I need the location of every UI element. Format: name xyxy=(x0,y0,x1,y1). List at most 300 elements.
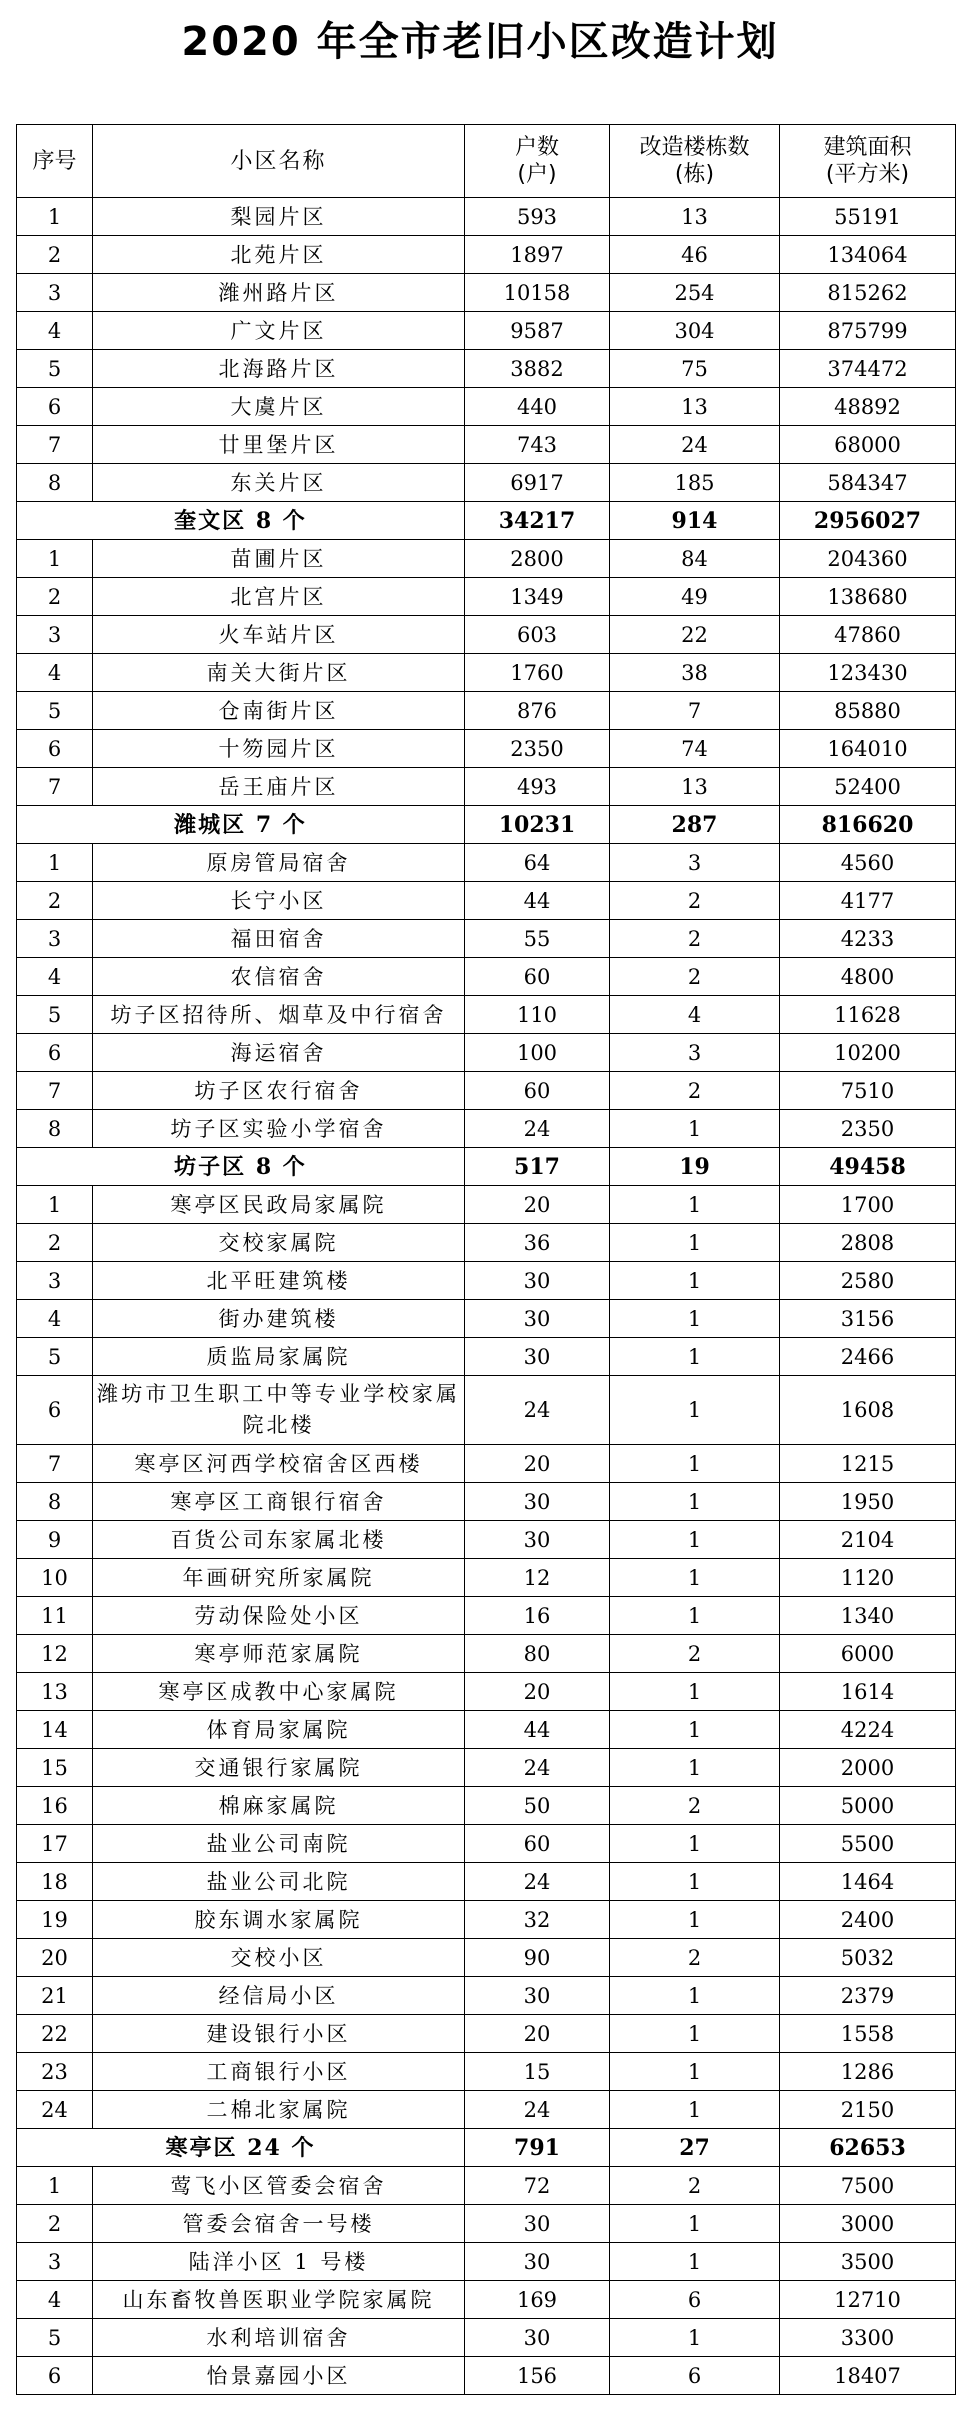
households-cell: 20 xyxy=(465,1445,610,1483)
community-name-cell: 陆洋小区 1 号楼 xyxy=(93,2243,465,2281)
households-cell: 60 xyxy=(465,1825,610,1863)
table-row xyxy=(17,312,956,350)
floor-area-cell: 2808 xyxy=(780,1224,956,1262)
floor-area-cell: 1558 xyxy=(780,2015,956,2053)
buildings-cell: 6 xyxy=(610,2281,780,2319)
community-name-cell: 北宫片区 xyxy=(93,578,465,616)
table-row xyxy=(17,1749,956,1787)
buildings-cell: 6 xyxy=(610,2357,780,2395)
row-number-cell: 5 xyxy=(17,2319,93,2357)
table-row xyxy=(17,1863,956,1901)
community-name-cell: 交通银行家属院 xyxy=(93,1749,465,1787)
floor-area-cell: 7500 xyxy=(780,2167,956,2205)
row-number-cell: 2 xyxy=(17,882,93,920)
community-name-cell: 盐业公司南院 xyxy=(93,1825,465,1863)
row-number-cell: 6 xyxy=(17,1034,93,1072)
households-cell: 1897 xyxy=(465,236,610,274)
buildings-cell: 2 xyxy=(610,1787,780,1825)
community-name-cell: 寒亭区工商银行宿舍 xyxy=(93,1483,465,1521)
floor-area-cell: 4233 xyxy=(780,920,956,958)
floor-area-cell: 815262 xyxy=(780,274,956,312)
table-row xyxy=(17,1110,956,1148)
table-row xyxy=(17,274,956,312)
households-cell: 30 xyxy=(465,1483,610,1521)
community-name-cell: 福田宿舍 xyxy=(93,920,465,958)
table-row xyxy=(17,1521,956,1559)
buildings-cell: 2 xyxy=(610,1072,780,1110)
col-header-buildings xyxy=(610,125,780,198)
floor-area-cell: 1340 xyxy=(780,1597,956,1635)
renovation-plan-table xyxy=(16,124,956,2395)
row-number-cell: 6 xyxy=(17,1376,93,1445)
community-name-cell: 北苑片区 xyxy=(93,236,465,274)
buildings-cell: 2 xyxy=(610,1635,780,1673)
community-name-cell: 海运宿舍 xyxy=(93,1034,465,1072)
table-row xyxy=(17,388,956,426)
floor-area-cell: 2466 xyxy=(780,1338,956,1376)
floor-area-cell: 204360 xyxy=(780,540,956,578)
community-name-cell: 工商银行小区 xyxy=(93,2053,465,2091)
floor-area-cell: 12710 xyxy=(780,2281,956,2319)
floor-area-cell: 4560 xyxy=(780,844,956,882)
floor-area-cell: 1700 xyxy=(780,1186,956,1224)
district-subtotal-label: 潍城区 7 个 xyxy=(17,806,465,844)
table-row xyxy=(17,1787,956,1825)
subtotal-buildings-cell: 19 xyxy=(610,1148,780,1186)
households-cell: 24 xyxy=(465,1749,610,1787)
households-cell: 24 xyxy=(465,1863,610,1901)
table-row xyxy=(17,920,956,958)
buildings-cell: 1 xyxy=(610,1338,780,1376)
buildings-cell: 1 xyxy=(610,1262,780,1300)
floor-area-cell: 10200 xyxy=(780,1034,956,1072)
community-name-cell: 潍坊市卫生职工中等专业学校家属院北楼 xyxy=(93,1376,465,1445)
header-line: 小区名称 xyxy=(230,148,327,174)
buildings-cell: 1 xyxy=(610,1749,780,1787)
row-number-cell: 15 xyxy=(17,1749,93,1787)
table-row xyxy=(17,350,956,388)
households-cell: 2350 xyxy=(465,730,610,768)
community-name-cell: 北海路片区 xyxy=(93,350,465,388)
subtotal-buildings-cell: 914 xyxy=(610,502,780,540)
table-body xyxy=(17,198,956,2395)
subtotal-households-cell: 791 xyxy=(465,2129,610,2167)
row-number-cell: 1 xyxy=(17,1186,93,1224)
community-name-cell: 坊子区农行宿舍 xyxy=(93,1072,465,1110)
floor-area-cell: 3000 xyxy=(780,2205,956,2243)
community-name-cell: 管委会宿舍一号楼 xyxy=(93,2205,465,2243)
households-cell: 156 xyxy=(465,2357,610,2395)
buildings-cell: 1 xyxy=(610,2015,780,2053)
buildings-cell: 1 xyxy=(610,2053,780,2091)
buildings-cell: 2 xyxy=(610,2167,780,2205)
subtotal-area-cell: 2956027 xyxy=(780,502,956,540)
households-cell: 493 xyxy=(465,768,610,806)
table-row xyxy=(17,540,956,578)
row-number-cell: 20 xyxy=(17,1939,93,1977)
subtotal-area-cell: 816620 xyxy=(780,806,956,844)
row-number-cell: 23 xyxy=(17,2053,93,2091)
community-name-cell: 坊子区招待所、烟草及中行宿舍 xyxy=(93,996,465,1034)
table-row xyxy=(17,2357,956,2395)
floor-area-cell: 11628 xyxy=(780,996,956,1034)
floor-area-cell: 4224 xyxy=(780,1711,956,1749)
households-cell: 743 xyxy=(465,426,610,464)
floor-area-cell: 134064 xyxy=(780,236,956,274)
community-name-cell: 北平旺建筑楼 xyxy=(93,1262,465,1300)
buildings-cell: 304 xyxy=(610,312,780,350)
households-cell: 44 xyxy=(465,1711,610,1749)
table-row xyxy=(17,236,956,274)
header-line: 改造楼栋数 xyxy=(639,135,750,160)
floor-area-cell: 1614 xyxy=(780,1673,956,1711)
row-number-cell: 16 xyxy=(17,1787,93,1825)
community-name-cell: 盐业公司北院 xyxy=(93,1863,465,1901)
header-unit: (栋) xyxy=(674,162,715,187)
table-row xyxy=(17,882,956,920)
table-row xyxy=(17,1376,956,1445)
row-number-cell: 11 xyxy=(17,1597,93,1635)
households-cell: 30 xyxy=(465,1338,610,1376)
row-number-cell: 3 xyxy=(17,274,93,312)
buildings-cell: 2 xyxy=(610,920,780,958)
table-row xyxy=(17,1300,956,1338)
households-cell: 169 xyxy=(465,2281,610,2319)
table-row xyxy=(17,1034,956,1072)
table-row xyxy=(17,2167,956,2205)
buildings-cell: 75 xyxy=(610,350,780,388)
floor-area-cell: 4177 xyxy=(780,882,956,920)
community-name-cell: 火车站片区 xyxy=(93,616,465,654)
subtotal-row xyxy=(17,806,956,844)
community-name-cell: 仓南街片区 xyxy=(93,692,465,730)
row-number-cell: 14 xyxy=(17,1711,93,1749)
households-cell: 10158 xyxy=(465,274,610,312)
households-cell: 55 xyxy=(465,920,610,958)
buildings-cell: 3 xyxy=(610,844,780,882)
row-number-cell: 2 xyxy=(17,578,93,616)
households-cell: 24 xyxy=(465,1110,610,1148)
col-header-number xyxy=(17,125,93,198)
table-row xyxy=(17,1673,956,1711)
row-number-cell: 1 xyxy=(17,844,93,882)
row-number-cell: 3 xyxy=(17,2243,93,2281)
buildings-cell: 1 xyxy=(610,1300,780,1338)
floor-area-cell: 3500 xyxy=(780,2243,956,2281)
row-number-cell: 1 xyxy=(17,540,93,578)
table-row xyxy=(17,2319,956,2357)
households-cell: 44 xyxy=(465,882,610,920)
households-cell: 6917 xyxy=(465,464,610,502)
community-name-cell: 寒亭师范家属院 xyxy=(93,1635,465,1673)
table-row xyxy=(17,2281,956,2319)
row-number-cell: 2 xyxy=(17,236,93,274)
table-row xyxy=(17,1825,956,1863)
buildings-cell: 1 xyxy=(610,1376,780,1445)
table-row xyxy=(17,1072,956,1110)
households-cell: 110 xyxy=(465,996,610,1034)
table-row xyxy=(17,1445,956,1483)
community-name-cell: 坊子区实验小学宿舍 xyxy=(93,1110,465,1148)
floor-area-cell: 164010 xyxy=(780,730,956,768)
floor-area-cell: 138680 xyxy=(780,578,956,616)
buildings-cell: 13 xyxy=(610,768,780,806)
district-subtotal-label: 寒亭区 24 个 xyxy=(17,2129,465,2167)
floor-area-cell: 3300 xyxy=(780,2319,956,2357)
table-header xyxy=(17,125,956,198)
table-row xyxy=(17,1559,956,1597)
row-number-cell: 7 xyxy=(17,426,93,464)
floor-area-cell: 7510 xyxy=(780,1072,956,1110)
row-number-cell: 3 xyxy=(17,1262,93,1300)
floor-area-cell: 68000 xyxy=(780,426,956,464)
row-number-cell: 18 xyxy=(17,1863,93,1901)
row-number-cell: 5 xyxy=(17,350,93,388)
row-number-cell: 7 xyxy=(17,1445,93,1483)
buildings-cell: 46 xyxy=(610,236,780,274)
households-cell: 80 xyxy=(465,1635,610,1673)
table-row xyxy=(17,1262,956,1300)
buildings-cell: 185 xyxy=(610,464,780,502)
row-number-cell: 7 xyxy=(17,1072,93,1110)
community-name-cell: 怡景嘉园小区 xyxy=(93,2357,465,2395)
community-name-cell: 胶东调水家属院 xyxy=(93,1901,465,1939)
col-header-area xyxy=(780,125,956,198)
buildings-cell: 1 xyxy=(610,2091,780,2129)
households-cell: 16 xyxy=(465,1597,610,1635)
header-row xyxy=(17,125,956,198)
community-name-cell: 建设银行小区 xyxy=(93,2015,465,2053)
subtotal-buildings-cell: 27 xyxy=(610,2129,780,2167)
households-cell: 30 xyxy=(465,1977,610,2015)
buildings-cell: 1 xyxy=(610,1977,780,2015)
row-number-cell: 12 xyxy=(17,1635,93,1673)
floor-area-cell: 2150 xyxy=(780,2091,956,2129)
subtotal-households-cell: 10231 xyxy=(465,806,610,844)
subtotal-households-cell: 517 xyxy=(465,1148,610,1186)
community-name-cell: 街办建筑楼 xyxy=(93,1300,465,1338)
households-cell: 15 xyxy=(465,2053,610,2091)
col-header-households xyxy=(465,125,610,198)
subtotal-row xyxy=(17,2129,956,2167)
community-name-cell: 廿里堡片区 xyxy=(93,426,465,464)
community-name-cell: 劳动保险处小区 xyxy=(93,1597,465,1635)
households-cell: 60 xyxy=(465,1072,610,1110)
header-line: 序号 xyxy=(32,148,77,174)
households-cell: 30 xyxy=(465,1262,610,1300)
community-name-cell: 体育局家属院 xyxy=(93,1711,465,1749)
table-row xyxy=(17,616,956,654)
community-name-cell: 东关片区 xyxy=(93,464,465,502)
table-row xyxy=(17,1711,956,1749)
households-cell: 1760 xyxy=(465,654,610,692)
community-name-cell: 寒亭区民政局家属院 xyxy=(93,1186,465,1224)
row-number-cell: 21 xyxy=(17,1977,93,2015)
buildings-cell: 84 xyxy=(610,540,780,578)
community-name-cell: 水利培训宿舍 xyxy=(93,2319,465,2357)
floor-area-cell: 2580 xyxy=(780,1262,956,1300)
households-cell: 603 xyxy=(465,616,610,654)
community-name-cell: 质监局家属院 xyxy=(93,1338,465,1376)
floor-area-cell: 1464 xyxy=(780,1863,956,1901)
buildings-cell: 1 xyxy=(610,2319,780,2357)
buildings-cell: 1 xyxy=(610,1597,780,1635)
subtotal-row xyxy=(17,502,956,540)
floor-area-cell: 2104 xyxy=(780,1521,956,1559)
subtotal-area-cell: 49458 xyxy=(780,1148,956,1186)
table-row xyxy=(17,1338,956,1376)
row-number-cell: 3 xyxy=(17,616,93,654)
buildings-cell: 1 xyxy=(610,1445,780,1483)
community-name-cell: 苗圃片区 xyxy=(93,540,465,578)
table-row xyxy=(17,1483,956,1521)
households-cell: 20 xyxy=(465,1673,610,1711)
community-name-cell: 农信宿舍 xyxy=(93,958,465,996)
community-name-cell: 莺飞小区管委会宿舍 xyxy=(93,2167,465,2205)
floor-area-cell: 2350 xyxy=(780,1110,956,1148)
community-name-cell: 二棉北家属院 xyxy=(93,2091,465,2129)
households-cell: 72 xyxy=(465,2167,610,2205)
community-name-cell: 山东畜牧兽医职业学院家属院 xyxy=(93,2281,465,2319)
table-row xyxy=(17,464,956,502)
community-name-cell: 潍州路片区 xyxy=(93,274,465,312)
buildings-cell: 254 xyxy=(610,274,780,312)
households-cell: 100 xyxy=(465,1034,610,1072)
community-name-cell: 广文片区 xyxy=(93,312,465,350)
households-cell: 32 xyxy=(465,1901,610,1939)
table-row xyxy=(17,730,956,768)
buildings-cell: 49 xyxy=(610,578,780,616)
households-cell: 30 xyxy=(465,1521,610,1559)
table-row xyxy=(17,1901,956,1939)
floor-area-cell: 47860 xyxy=(780,616,956,654)
community-name-cell: 棉麻家属院 xyxy=(93,1787,465,1825)
community-name-cell: 长宁小区 xyxy=(93,882,465,920)
table-row xyxy=(17,1597,956,1635)
district-subtotal-label: 奎文区 8 个 xyxy=(17,502,465,540)
buildings-cell: 2 xyxy=(610,882,780,920)
table-row xyxy=(17,2091,956,2129)
row-number-cell: 4 xyxy=(17,654,93,692)
row-number-cell: 17 xyxy=(17,1825,93,1863)
community-name-cell: 经信局小区 xyxy=(93,1977,465,2015)
households-cell: 3882 xyxy=(465,350,610,388)
table-row xyxy=(17,1635,956,1673)
buildings-cell: 13 xyxy=(610,198,780,236)
buildings-cell: 1 xyxy=(610,1521,780,1559)
row-number-cell: 24 xyxy=(17,2091,93,2129)
row-number-cell: 6 xyxy=(17,730,93,768)
row-number-cell: 13 xyxy=(17,1673,93,1711)
table-row xyxy=(17,1939,956,1977)
households-cell: 30 xyxy=(465,2243,610,2281)
row-number-cell: 19 xyxy=(17,1901,93,1939)
subtotal-households-cell: 34217 xyxy=(465,502,610,540)
row-number-cell: 4 xyxy=(17,1300,93,1338)
households-cell: 50 xyxy=(465,1787,610,1825)
header-unit: (平方米) xyxy=(825,162,910,187)
community-name-cell: 大虞片区 xyxy=(93,388,465,426)
row-number-cell: 6 xyxy=(17,2357,93,2395)
subtotal-buildings-cell: 287 xyxy=(610,806,780,844)
buildings-cell: 1 xyxy=(610,1863,780,1901)
households-cell: 20 xyxy=(465,1186,610,1224)
row-number-cell: 5 xyxy=(17,1338,93,1376)
buildings-cell: 22 xyxy=(610,616,780,654)
buildings-cell: 1 xyxy=(610,1483,780,1521)
floor-area-cell: 5000 xyxy=(780,1787,956,1825)
floor-area-cell: 584347 xyxy=(780,464,956,502)
row-number-cell: 8 xyxy=(17,1483,93,1521)
floor-area-cell: 6000 xyxy=(780,1635,956,1673)
row-number-cell: 6 xyxy=(17,388,93,426)
households-cell: 440 xyxy=(465,388,610,426)
community-name-cell: 十笏园片区 xyxy=(93,730,465,768)
households-cell: 24 xyxy=(465,1376,610,1445)
col-header-name xyxy=(93,125,465,198)
table-row xyxy=(17,2053,956,2091)
row-number-cell: 1 xyxy=(17,198,93,236)
households-cell: 36 xyxy=(465,1224,610,1262)
community-name-cell: 年画研究所家属院 xyxy=(93,1559,465,1597)
community-name-cell: 交校家属院 xyxy=(93,1224,465,1262)
table-row xyxy=(17,2243,956,2281)
households-cell: 30 xyxy=(465,2319,610,2357)
row-number-cell: 1 xyxy=(17,2167,93,2205)
floor-area-cell: 123430 xyxy=(780,654,956,692)
row-number-cell: 4 xyxy=(17,312,93,350)
floor-area-cell: 5500 xyxy=(780,1825,956,1863)
community-name-cell: 原房管局宿舍 xyxy=(93,844,465,882)
floor-area-cell: 18407 xyxy=(780,2357,956,2395)
floor-area-cell: 3156 xyxy=(780,1300,956,1338)
floor-area-cell: 2400 xyxy=(780,1901,956,1939)
households-cell: 20 xyxy=(465,2015,610,2053)
floor-area-cell: 374472 xyxy=(780,350,956,388)
buildings-cell: 1 xyxy=(610,1673,780,1711)
households-cell: 1349 xyxy=(465,578,610,616)
buildings-cell: 2 xyxy=(610,1939,780,1977)
page-title: 2020 年全市老旧小区改造计划 xyxy=(181,19,779,65)
row-number-cell: 10 xyxy=(17,1559,93,1597)
households-cell: 593 xyxy=(465,198,610,236)
floor-area-cell: 48892 xyxy=(780,388,956,426)
buildings-cell: 1 xyxy=(610,1224,780,1262)
table-row xyxy=(17,2015,956,2053)
row-number-cell: 8 xyxy=(17,464,93,502)
community-name-cell: 岳王庙片区 xyxy=(93,768,465,806)
floor-area-cell: 1120 xyxy=(780,1559,956,1597)
buildings-cell: 3 xyxy=(610,1034,780,1072)
buildings-cell: 1 xyxy=(610,2243,780,2281)
table-row xyxy=(17,1224,956,1262)
row-number-cell: 22 xyxy=(17,2015,93,2053)
table-row xyxy=(17,958,956,996)
row-number-cell: 8 xyxy=(17,1110,93,1148)
community-name-cell: 南关大街片区 xyxy=(93,654,465,692)
row-number-cell: 2 xyxy=(17,2205,93,2243)
households-cell: 24 xyxy=(465,2091,610,2129)
households-cell: 9587 xyxy=(465,312,610,350)
floor-area-cell: 1608 xyxy=(780,1376,956,1445)
floor-area-cell: 85880 xyxy=(780,692,956,730)
row-number-cell: 9 xyxy=(17,1521,93,1559)
floor-area-cell: 4800 xyxy=(780,958,956,996)
header-unit: (户) xyxy=(517,162,557,187)
buildings-cell: 1 xyxy=(610,1711,780,1749)
buildings-cell: 1 xyxy=(610,1559,780,1597)
floor-area-cell: 2379 xyxy=(780,1977,956,2015)
